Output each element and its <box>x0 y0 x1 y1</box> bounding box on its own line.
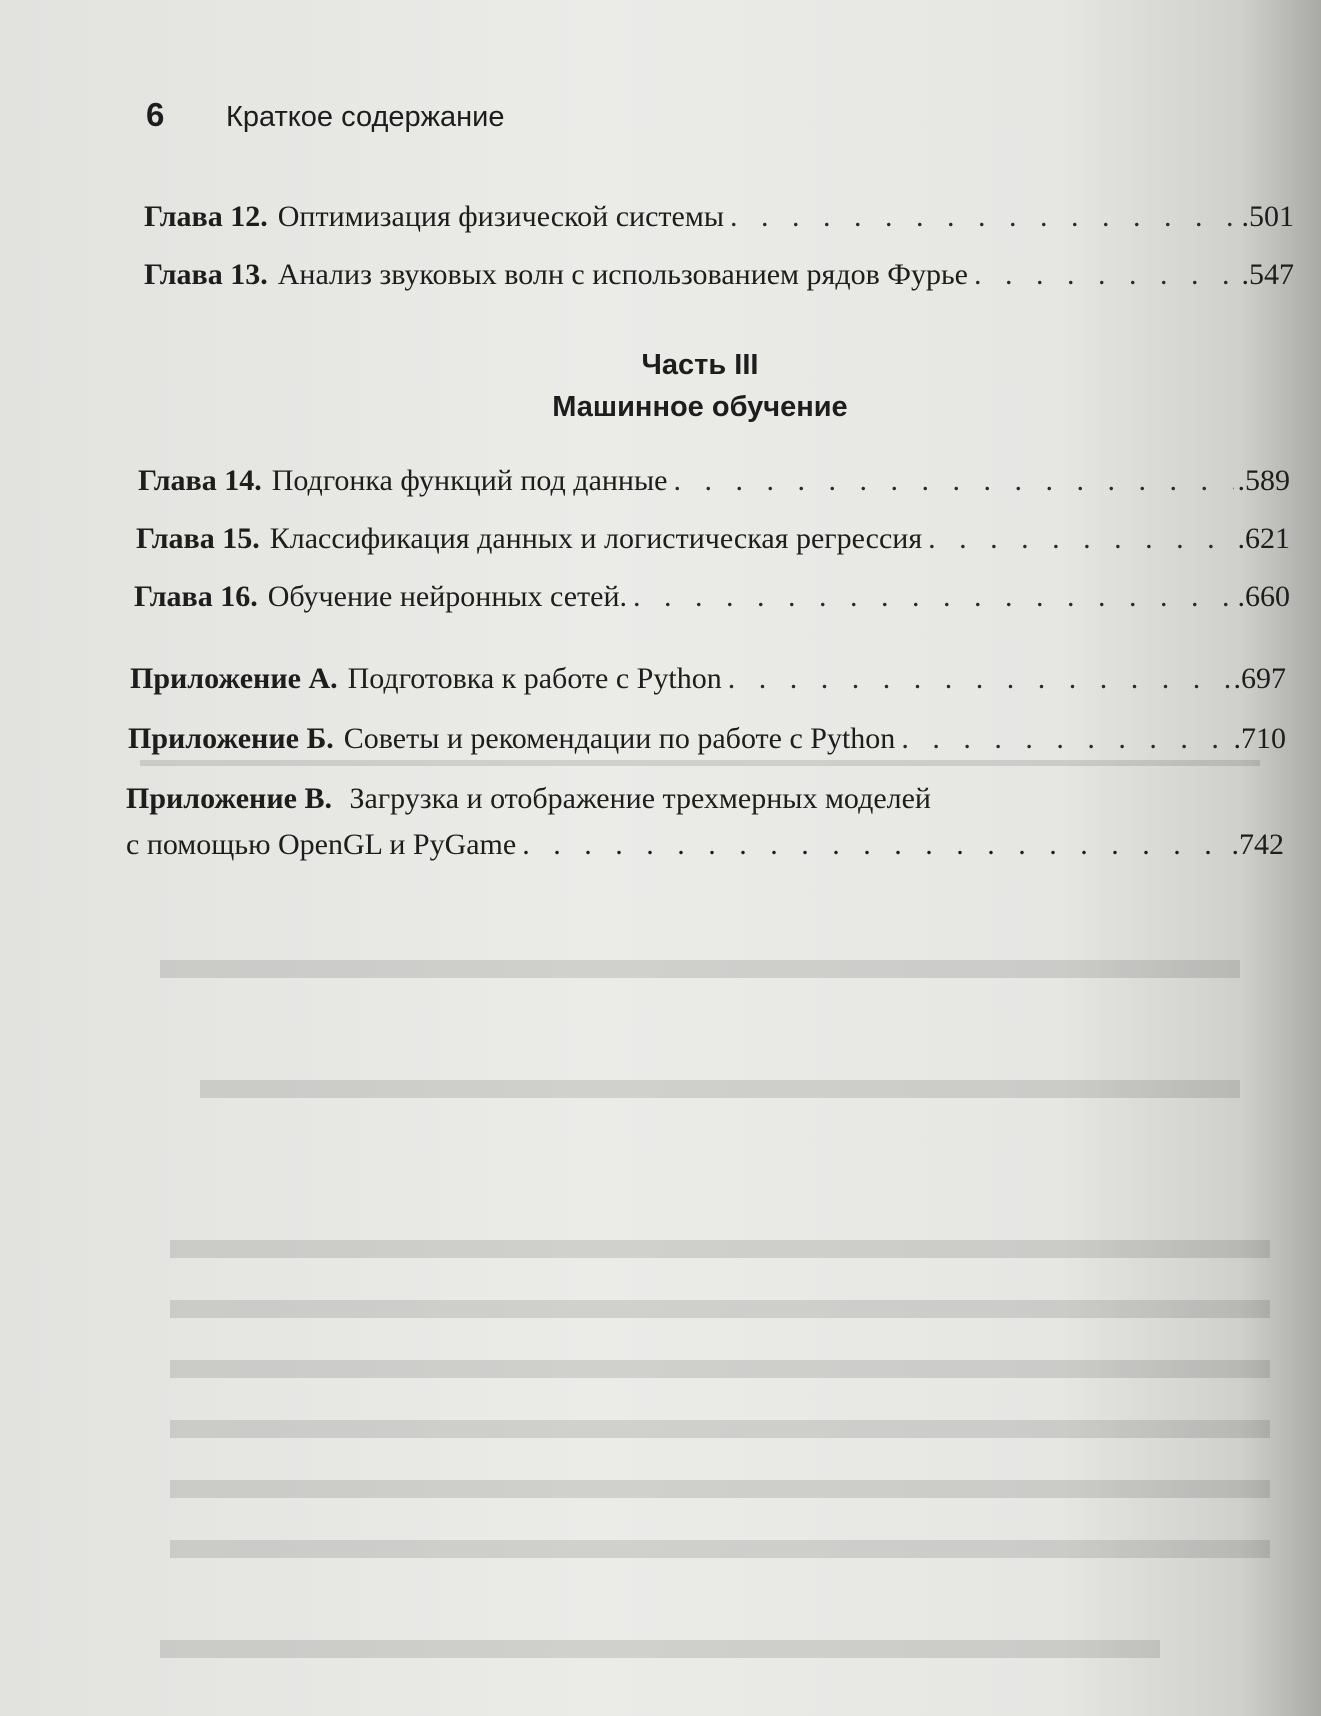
toc-entry-title: Анализ звуковых волн с использованием рядов Фурье <box>277 258 968 291</box>
toc-entry-page: .589 <box>1237 464 1290 497</box>
toc-entry-appendix-b[interactable] <box>128 722 1286 756</box>
toc-entry-title: Подготовка к работе с Python <box>347 662 722 695</box>
part-title: Машинное обучение <box>552 391 848 423</box>
toc-entry-chapter-13[interactable] <box>144 258 1294 292</box>
toc-entry-chapter-14[interactable] <box>138 464 1290 498</box>
dot-leader <box>730 200 1238 234</box>
toc-entry-title: Загрузка и отображение трехмерных моделей <box>349 782 931 815</box>
toc-entry-appendix-c[interactable] <box>126 776 1284 868</box>
toc-entry-page: .710 <box>1233 722 1286 755</box>
dot-leader <box>673 464 1233 498</box>
toc-entry-label: Глава 13. <box>144 258 268 291</box>
toc-entry-label: Приложение Б. <box>128 722 334 755</box>
toc-entry-label: Приложение В. <box>126 782 332 815</box>
toc-entry-second-line <box>126 822 1284 868</box>
toc-entry-appendix-a[interactable] <box>130 662 1286 696</box>
toc-entry-title: Советы и рекомендации по работе с Python <box>343 722 896 755</box>
running-head-title: Краткое содержание <box>226 101 505 133</box>
toc-entry-title: Классификация данных и логистическая регрессия <box>269 522 923 555</box>
toc-entry-title: Оптимизация физической системы <box>277 200 724 233</box>
toc-entry-label: Глава 15. <box>136 522 260 555</box>
toc-entry-title: Обучение нейронных сетей. <box>267 580 628 613</box>
toc-entry-chapter-12[interactable] <box>144 200 1294 234</box>
toc-entry-page: .621 <box>1237 522 1290 555</box>
toc-entry-title: Подгонка функций под данные <box>271 464 668 497</box>
toc-entry-chapter-16[interactable] <box>134 580 1290 614</box>
part-label: Часть III <box>641 349 759 381</box>
toc-entry-page: .501 <box>1241 200 1294 233</box>
toc-entry-title-continued: с помощью OpenGL и PyGame <box>126 828 517 861</box>
toc-entry-label: Приложение А. <box>130 662 338 695</box>
running-head <box>146 96 505 146</box>
toc-entry-page: .660 <box>1237 580 1290 613</box>
toc-entry-page: .742 <box>1231 828 1284 861</box>
dot-leader <box>974 258 1238 292</box>
toc-entry-first-line <box>126 776 1284 822</box>
toc-entry-page: .547 <box>1241 258 1294 291</box>
dot-leader <box>728 662 1230 696</box>
toc-entry-label: Глава 16. <box>134 580 258 613</box>
dot-leader <box>928 522 1233 556</box>
dot-leader <box>633 580 1233 614</box>
dot-leader <box>522 822 1227 868</box>
running-head-page-number: 6 <box>146 96 165 133</box>
toc-entry-label: Глава 14. <box>138 464 262 497</box>
toc-entry-page: .697 <box>1233 662 1286 695</box>
dot-leader <box>901 722 1229 756</box>
toc-entry-chapter-15[interactable] <box>136 522 1290 556</box>
toc-entry-label: Глава 12. <box>144 200 268 233</box>
